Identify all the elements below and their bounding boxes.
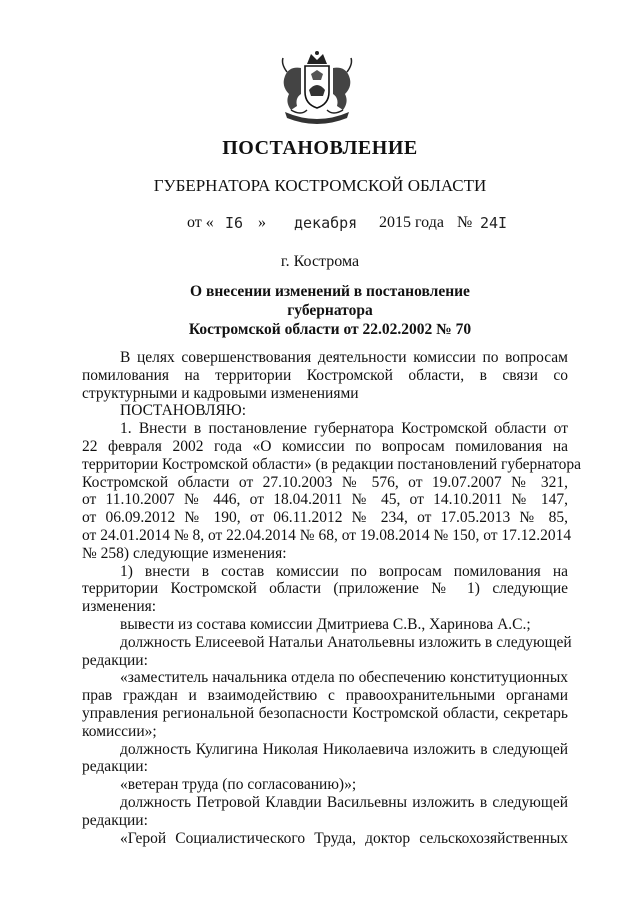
body-line: от 11.10.2007 № 446, от 18.04.2011 № 45, от 14.10.2011 № 147, (82, 491, 568, 509)
document-heading (150, 282, 510, 339)
body-line: помилования на территории Костромской области, в связи со (82, 366, 568, 384)
body-line: «заместитель начальника отдела по обеспечению конституционных (120, 669, 568, 687)
document-body (82, 349, 581, 847)
body-line: от 24.01.2014 № 8, от 22.04.2014 № 68, от 19.08.2014 № 150, от 17.12.2014 (82, 526, 572, 544)
body-line: редакции: (82, 811, 148, 829)
date-line (0, 214, 640, 236)
date-day: I6 (225, 214, 244, 232)
body-line: 1) внести в состав комиссии по вопросам помилования на (120, 562, 568, 580)
body-line: вывести из состава комиссии Дмитриева С.В., Харинова А.С.; (120, 615, 531, 633)
body-line: «ветеран труда (по согласованию)»; (120, 776, 357, 794)
coat-of-arms-icon (271, 50, 363, 128)
body-line: от 06.09.2012 № 190, от 06.11.2012 № 234, от 17.05.2013 № 85, (82, 509, 568, 527)
body-line: Костромской области от 27.10.2003 № 576, от 19.07.2007 № 321, (82, 473, 568, 491)
city-line: г. Кострома (280, 253, 360, 270)
issuer-title: ГУБЕРНАТОРА КОСТРОМСКОЙ ОБЛАСТИ (153, 176, 487, 195)
body-line: должность Кулигина Николая Николаевича изложить в следующей (120, 740, 568, 758)
date-close-quote: » (258, 214, 266, 231)
body-line: комиссии»; (82, 722, 157, 740)
body-line: редакции: (82, 651, 148, 669)
body-line: В целях совершенствования деятельности комиссии по вопросам (120, 349, 568, 366)
document-number: 24I (480, 214, 508, 232)
body-line: 1. Внести в постановление губернатора Костромской области от (120, 420, 568, 438)
date-year: 2015 года (379, 214, 444, 231)
body-line: прав граждан и взаимодействию с правоохранительными органами (82, 687, 568, 705)
date-prefix: от « (187, 214, 214, 231)
body-line: должность Елисеевой Натальи Анатольевны изложить в следующей (120, 633, 572, 651)
body-line: «Герой Социалистического Труда, доктор сельскохозяйственных (120, 829, 568, 847)
body-line: редакции: (82, 758, 148, 776)
body-line: ПОСТАНОВЛЯЮ: (120, 402, 247, 420)
date-month: декабря (294, 214, 358, 232)
body-line: территории Костромской области (приложение № 1) следующие (82, 580, 568, 598)
heading-line: Костромской области от 22.02.2002 № 70 (188, 321, 472, 338)
number-sign: № (457, 214, 473, 231)
body-line: должность Петровой Клавдии Васильевны изложить в следующей (120, 793, 568, 811)
body-line: 22 февраля 2002 года «О комиссии по вопросам помилования на (82, 437, 568, 455)
document-title: ПОСТАНОВЛЕНИЕ (222, 137, 418, 159)
body-line: управления региональной безопасности Костромской области, секретарь (82, 704, 568, 722)
body-line: структурными и кадровыми изменениями (82, 384, 359, 402)
body-line: № 258) следующие изменения: (82, 544, 287, 562)
body-line: территории Костромской области» (в редакции постановлений губернатора (82, 455, 581, 473)
heading-line: О внесении изменений в постановление губернатора (190, 283, 470, 319)
body-line: изменения: (82, 598, 157, 616)
